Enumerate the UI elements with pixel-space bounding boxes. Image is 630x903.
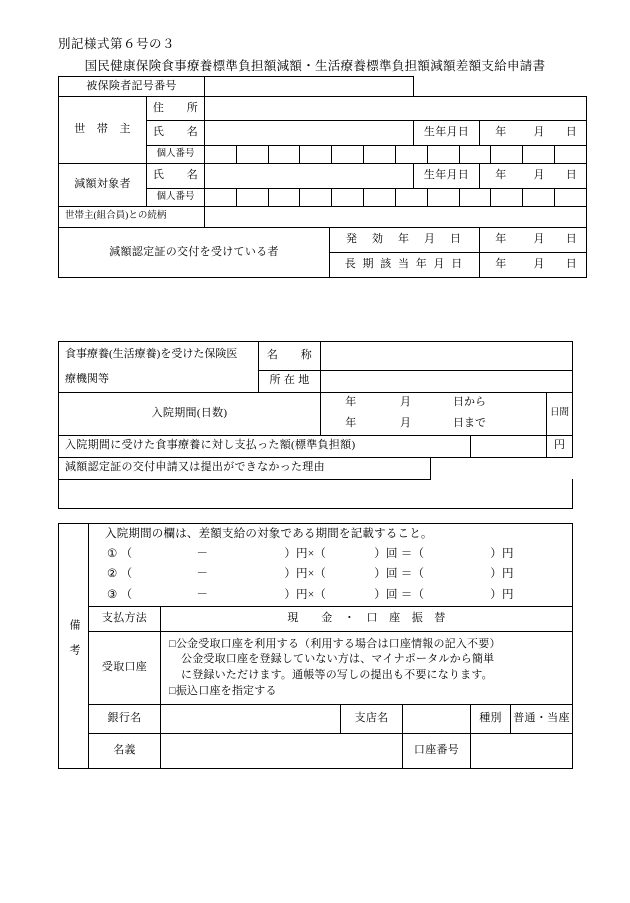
hospital-name-label: 名 称: [259, 342, 321, 371]
longterm-date-label: 長 期 該 当 年 月 日: [330, 253, 480, 278]
bank-name-label: 銀行名: [89, 705, 161, 734]
table-row: [59, 342, 573, 371]
householder-label: 世 帯 主: [59, 97, 147, 164]
account-type-value[interactable]: 普通・当座: [511, 705, 573, 734]
householder-address-value[interactable]: [205, 97, 587, 121]
longterm-month[interactable]: 月: [522, 253, 557, 278]
account-options[interactable]: [161, 632, 573, 705]
householder-mynumber-label: 個人番号: [147, 146, 205, 164]
effective-day[interactable]: 日: [557, 228, 587, 253]
target-name-value[interactable]: [205, 164, 414, 189]
branch-name-value[interactable]: [403, 705, 471, 734]
payment-method-label: 支払方法: [89, 607, 161, 632]
table-row: [59, 228, 587, 253]
insured-symbol-value[interactable]: [205, 77, 414, 97]
remarks-table: [58, 523, 573, 769]
table-row: [59, 435, 573, 457]
calc-row-3[interactable]: ③ （ － ）円×（ ）回 ＝（ ）円: [89, 584, 573, 607]
table-row: [59, 632, 573, 705]
table-row: [59, 564, 573, 584]
target-birth-label: 生年月日: [414, 164, 480, 189]
hospital-address-label: 所 在 地: [259, 370, 321, 392]
instruction-text: 入院期間の欄は、差額支給の対象である期間を記載すること。: [89, 524, 573, 545]
longterm-year[interactable]: 年: [480, 253, 522, 278]
period-from-day[interactable]: 日から: [431, 392, 509, 414]
calc-row-2[interactable]: ② （ － ）円×（ ）回 ＝（ ）円: [89, 564, 573, 584]
period-to-year[interactable]: 年: [321, 414, 381, 436]
account-number-value[interactable]: [471, 734, 573, 769]
householder-birth-month[interactable]: 月: [522, 121, 557, 146]
cert-holder-label: 減額認定証の交付を受けている者: [59, 228, 330, 278]
reason-value[interactable]: [59, 479, 573, 508]
householder-birth-label: 生年月日: [414, 121, 480, 146]
householder-name-label: 氏 名: [147, 121, 205, 146]
table-row: [59, 97, 587, 121]
effective-date-label: 発 効 年 月 日: [330, 228, 480, 253]
relation-value[interactable]: [205, 207, 587, 228]
target-birth-year[interactable]: 年: [480, 164, 522, 189]
paid-amount-value[interactable]: [471, 435, 547, 457]
reason-spacer: [431, 457, 573, 479]
account-holder-label: 名義: [89, 734, 161, 769]
target-birth-month[interactable]: 月: [522, 164, 557, 189]
account-option-specify[interactable]: □振込口座を指定する: [169, 684, 277, 697]
hospital-info-table: [58, 341, 573, 509]
paid-amount-unit: 円: [547, 435, 573, 457]
period-spacer2: [509, 414, 547, 436]
table-row: [59, 207, 587, 228]
account-option-public[interactable]: □公金受取口座を利用する（利用する場合は口座情報の記入不要）: [169, 637, 501, 650]
period-spacer: [509, 392, 547, 414]
table-row: [59, 607, 573, 632]
hospital-name-value[interactable]: [321, 342, 573, 371]
table-row: [59, 77, 587, 97]
table-row: [59, 457, 573, 479]
period-to-day[interactable]: 日まで: [431, 414, 509, 436]
householder-name-value[interactable]: [205, 121, 414, 146]
target-birth-day[interactable]: 日: [557, 164, 587, 189]
householder-birth-year[interactable]: 年: [480, 121, 522, 146]
spacer: [414, 77, 587, 97]
target-mynumber-value[interactable]: [205, 189, 587, 207]
remarks-label: 備考: [68, 618, 80, 669]
table-row: [59, 705, 573, 734]
period-from-year[interactable]: 年: [321, 392, 381, 414]
account-number-label: 口座番号: [403, 734, 471, 769]
reason-label: 減額認定証の交付申請又は提出ができなかった理由: [59, 457, 431, 479]
hospital-label: 食事療養(生活療養)を受けた保険医 療機関等: [59, 342, 259, 393]
account-note-1: 公金受取口座を登録していない方は、マイナポータルから簡単: [181, 653, 495, 666]
paid-amount-label: 入院期間に受けた食事療養に対し支払った額(標準負担額): [59, 435, 471, 457]
table-row: [59, 479, 573, 508]
relation-label: 世帯主(組合員)との続柄: [59, 207, 205, 228]
table-row: [59, 584, 573, 607]
target-name-label: 氏 名: [147, 164, 205, 189]
account-type-label: 種別: [471, 705, 511, 734]
period-to-month[interactable]: 月: [381, 414, 431, 436]
target-mynumber-label: 個人番号: [147, 189, 205, 207]
remarks-label-cell: [59, 524, 89, 769]
target-person-label: 減額対象者: [59, 164, 147, 207]
branch-name-label: 支店名: [341, 705, 403, 734]
account-holder-value[interactable]: [161, 734, 403, 769]
effective-month[interactable]: 月: [522, 228, 557, 253]
hospital-address-value[interactable]: [321, 370, 573, 392]
longterm-day[interactable]: 日: [557, 253, 587, 278]
householder-mynumber-value[interactable]: [205, 146, 587, 164]
insured-symbol-label: 被保険者記号番号: [59, 77, 205, 97]
table-row: [59, 524, 573, 545]
householder-birth-day[interactable]: 日: [557, 121, 587, 146]
address-label: 住 所: [147, 97, 205, 121]
table-row: [59, 392, 573, 414]
table-row: [59, 544, 573, 564]
bank-name-value[interactable]: [161, 705, 341, 734]
page-title: 国民健康保険食事療養標準負担額減額・生活療養標準負担額減額差額支給申請書: [84, 59, 546, 73]
table-row: [59, 164, 587, 189]
form-number: 別記様式第６号の３: [58, 37, 176, 51]
applicant-info-table: [58, 76, 587, 278]
calc-row-1[interactable]: ① （ － ）円×（ ）回 ＝（ ）円: [89, 544, 573, 564]
payment-method-value[interactable]: 現 金 ・ 口 座 振 替: [161, 607, 573, 632]
account-note-2: に登録いただけます。通帳等の写しの提出も不要になります。: [181, 669, 493, 681]
effective-year[interactable]: 年: [480, 228, 522, 253]
period-from-month[interactable]: 月: [381, 392, 431, 414]
receive-account-label: 受取口座: [89, 632, 161, 705]
hospitalization-period-label: 入院期間(日数): [59, 392, 321, 435]
days-unit: 日間: [547, 392, 573, 435]
table-row: [59, 734, 573, 769]
